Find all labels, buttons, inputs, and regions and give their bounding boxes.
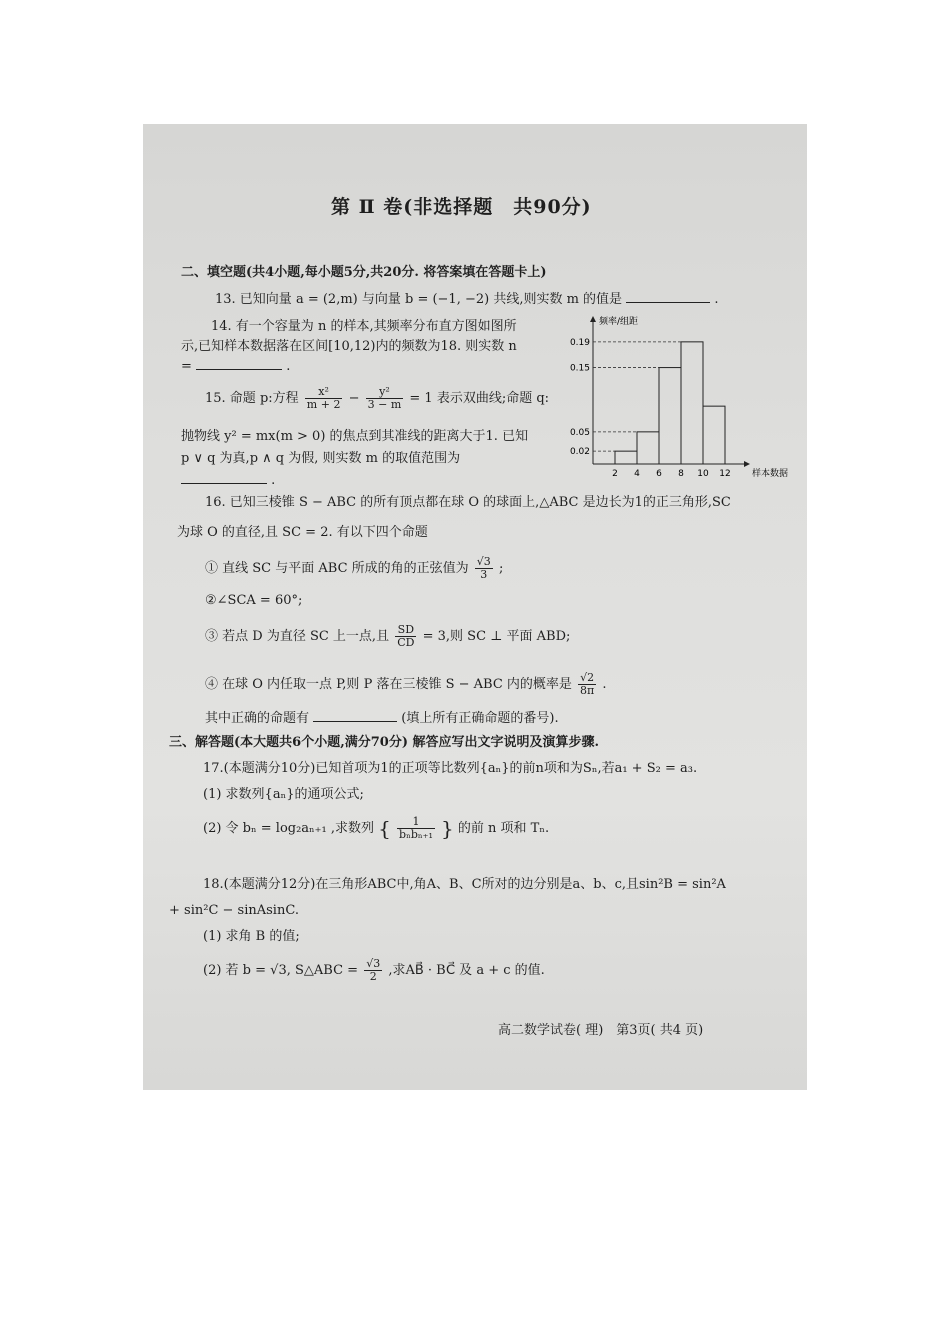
question-14-line-3 (181, 358, 290, 376)
histogram-bar (703, 406, 725, 464)
y-tick-label: 0.05 (569, 427, 590, 438)
question-17-part-2-end: 的前 n 项和 Tₙ. (457, 821, 550, 836)
exam-page-photo (143, 124, 807, 1090)
question-18-part-2-text: (2) 若 b = √3, S△ABC = (203, 963, 359, 978)
question-18-part-2 (203, 958, 545, 983)
y-axis-label: 频率/组距 (599, 317, 639, 327)
question-15-line-3: p ∨ q 为真,p ∧ q 为假, 则实数 m 的取值范围为 (181, 451, 461, 466)
question-17-part-2-text: (2) 令 bₙ = log₂aₙ₊₁ ,求数列 (203, 821, 375, 836)
fraction-denominator: 2 (369, 970, 377, 983)
question-15-line-1 (205, 386, 549, 411)
question-16-line-1: 16. 已知三棱锥 S − ABC 的所有顶点都在球 O 的球面上,△ABC 是边长为1的正三角形,SC (205, 495, 731, 510)
x-tick-label: 6 (656, 469, 662, 479)
minus-sign: − (348, 391, 360, 406)
fraction-sqrt3-over-2 (364, 958, 382, 983)
question-14-line-1: 14. 有一个容量为 n 的样本,其频率分布直方图如图所 (211, 319, 517, 334)
proposition-3 (205, 624, 570, 649)
question-15-line-2: 抛物线 y² = mx(m > 0) 的焦点到其准线的距离大于1. 已知 (181, 429, 529, 444)
proposition-3-end: = 3,则 SC ⊥ 平面 ABD; (422, 629, 571, 644)
x-axis-arrow (744, 461, 750, 467)
fraction-numerator: √3 (366, 957, 381, 970)
x-axis-label: 样本数据 (752, 469, 789, 479)
fraction-sqrt3-over-3 (475, 556, 493, 581)
proposition-1-end: ; (498, 561, 504, 576)
fraction-denominator: CD (397, 636, 415, 649)
page-footer: 高二数学试卷( 理) 第3页( 共4 页) (498, 1023, 704, 1038)
y-tick-label: 0.02 (569, 447, 590, 458)
question-13 (215, 291, 718, 309)
proposition-4-text: ④ 在球 O 内任取一点 P,则 P 落在三棱锥 S − ABC 内的概率是 (205, 677, 572, 692)
left-brace: { (378, 816, 391, 841)
frequency-histogram (563, 314, 789, 484)
histogram-bar (681, 342, 703, 464)
y-axis-arrow (590, 316, 596, 322)
histogram-bar (637, 432, 659, 464)
proposition-4-end: . (602, 677, 607, 692)
question-15-end: . (271, 473, 276, 488)
x-tick-label: 10 (697, 469, 709, 479)
proposition-4 (205, 672, 607, 697)
x-tick-label: 12 (719, 469, 731, 479)
fraction-numerator: √3 (476, 555, 491, 568)
fraction-denominator: bₙbₙ₊₁ (399, 828, 433, 841)
section-3-heading: 三、解答题(本大题共6个小题,满分70分) 解答应写出文字说明及演算步骤. (169, 735, 600, 750)
y-tick-label: 0.15 (569, 363, 590, 374)
question-18-line-1: 18.(本题满分12分)在三角形ABC中,角A、B、C所对的边分别是a、b、c,且sin²B = sin²A (203, 877, 726, 892)
y-tick-label: 0.19 (569, 337, 590, 348)
question-18-part-1: (1) 求角 B 的值; (203, 929, 300, 944)
page-title: 第 Ⅱ 卷(非选择题 共90分) (331, 196, 592, 218)
question-15-rest: = 1 表示双曲线;命题 q: (409, 391, 550, 406)
answer-blank-15[interactable] (181, 483, 267, 484)
proposition-1 (205, 556, 503, 581)
question-14-equals: = (181, 359, 192, 374)
question-16-answer (205, 710, 559, 728)
fraction-y-squared (366, 386, 404, 411)
question-18-line-2: + sin²C − sinAsinC. (169, 903, 299, 918)
question-16-answer-text: 其中正确的命题有 (205, 711, 310, 726)
right-brace: } (441, 816, 454, 841)
fraction-numerator: y² (366, 386, 404, 399)
fraction-denominator: 8π (580, 684, 595, 697)
fraction-1-over-bn (397, 816, 435, 841)
fraction-numerator: 1 (397, 816, 435, 829)
question-17-line-1: 17.(本题满分10分)已知首项为1的正项等比数列{aₙ}的前n项和为Sₙ,若a₁ + S₂ = a₃. (203, 761, 698, 776)
proposition-1-text: ① 直线 SC 与平面 ABC 所成的角的正弦值为 (205, 561, 469, 576)
question-15-start: 15. 命题 p:方程 (205, 391, 299, 406)
x-tick-label: 2 (612, 469, 618, 479)
question-14-end: . (286, 359, 291, 374)
histogram-bar (659, 368, 681, 464)
fraction-x-squared (305, 386, 343, 411)
question-16-line-2: 为球 O 的直径,且 SC = 2. 有以下四个命题 (177, 525, 428, 540)
answer-blank-16[interactable] (313, 721, 397, 722)
fraction-denominator: 3 (480, 568, 488, 581)
fraction-denominator: 3 − m (367, 398, 402, 411)
section-2-heading: 二、填空题(共4小题,每小题5分,共20分. 将答案填在答题卡上) (181, 265, 547, 280)
fraction-sd-over-cd (395, 624, 416, 649)
histogram-bar (615, 451, 637, 464)
fraction-numerator: x² (305, 386, 343, 399)
proposition-2: ②∠SCA = 60°; (205, 593, 303, 608)
question-17-part-1: (1) 求数列{aₙ}的通项公式; (203, 787, 364, 802)
fraction-numerator: √2 (578, 672, 596, 685)
fraction-denominator: m + 2 (306, 398, 341, 411)
fraction-sqrt2-over-8pi (578, 672, 596, 697)
question-16-answer-end: (填上所有正确命题的番号). (401, 711, 559, 726)
question-18-part-2-end: ,求AB⃗ · BC⃗ 及 a + c 的值. (388, 963, 545, 978)
question-15-line-4 (181, 472, 275, 490)
answer-blank-14[interactable] (196, 369, 282, 370)
x-tick-label: 4 (634, 469, 640, 479)
x-tick-label: 8 (678, 469, 684, 479)
answer-blank-13[interactable] (626, 302, 710, 303)
question-13-end: . (714, 292, 719, 307)
question-13-text: 13. 已知向量 a = (2,m) 与向量 b = (−1, −2) 共线,则实数 m 的值是 (215, 292, 623, 307)
proposition-3-text: ③ 若点 D 为直径 SC 上一点,且 (205, 629, 390, 644)
fraction-numerator: SD (395, 624, 416, 637)
question-14-line-2: 示,已知样本数据落在区间[10,12)内的频数为18. 则实数 n (181, 339, 517, 354)
question-17-part-2 (203, 816, 549, 841)
